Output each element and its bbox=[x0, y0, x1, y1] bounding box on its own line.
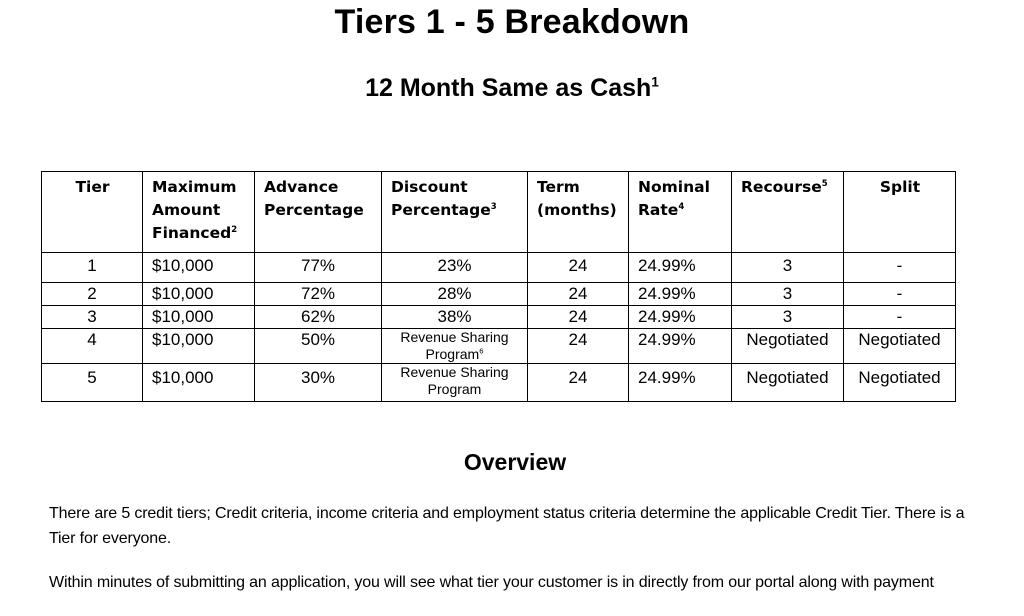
subtitle-footnote: 1 bbox=[651, 74, 659, 90]
cell-rate: 24.99% bbox=[629, 306, 732, 329]
cell-split: Negotiated bbox=[844, 329, 956, 364]
cell-amount: $10,000 bbox=[143, 364, 255, 402]
cell-tier: 5 bbox=[42, 364, 143, 402]
cell-recourse: Negotiated bbox=[732, 329, 844, 364]
tiers-table bbox=[41, 171, 956, 402]
cell-term: 24 bbox=[528, 253, 629, 283]
cell-discount: Revenue Sharing Program bbox=[382, 364, 528, 402]
page-subtitle bbox=[0, 72, 1024, 104]
table-row bbox=[42, 329, 956, 364]
cell-amount: $10,000 bbox=[143, 329, 255, 364]
cell-advance: 30% bbox=[255, 364, 382, 402]
cell-advance: 62% bbox=[255, 306, 382, 329]
cell-split: - bbox=[844, 283, 956, 306]
table-row bbox=[42, 364, 956, 402]
cell-rate: 24.99% bbox=[629, 364, 732, 402]
table-row bbox=[42, 283, 956, 306]
table-header-row bbox=[42, 172, 956, 253]
table-row bbox=[42, 306, 956, 329]
cell-tier: 2 bbox=[42, 283, 143, 306]
cell-term: 24 bbox=[528, 283, 629, 306]
cell-recourse: 3 bbox=[732, 283, 844, 306]
header-recourse-footnote: 5 bbox=[821, 178, 828, 189]
header-max-amount-footnote: 2 bbox=[231, 224, 238, 235]
cell-advance: 77% bbox=[255, 253, 382, 283]
cell-split: - bbox=[844, 253, 956, 283]
overview-heading: Overview bbox=[463, 449, 567, 475]
header-discount-footnote: 3 bbox=[490, 201, 497, 212]
header-discount: Discount Percentage$^3$ bbox=[382, 172, 528, 253]
overview-paragraph-2: Within minutes of submitting an application, you will see what tier your customer is in directly from our portal along with payment bbox=[49, 574, 934, 591]
cell-rate: 24.99% bbox=[629, 283, 732, 306]
header-nominal-footnote: 4 bbox=[678, 201, 685, 212]
table-row bbox=[42, 253, 956, 283]
overview-paragraph-1: There are 5 credit tiers; Credit criteria, income criteria and employment status criteria determine the applicable Credit Tier. There is a Tier for everyone. bbox=[49, 505, 965, 547]
cell-advance: 50% bbox=[255, 329, 382, 364]
cell-recourse: Negotiated bbox=[732, 364, 844, 402]
header-advance: Advance Percentage bbox=[255, 172, 382, 253]
cell-amount: $10,000 bbox=[143, 283, 255, 306]
cell-recourse: 3 bbox=[732, 306, 844, 329]
cell-advance: 72% bbox=[255, 283, 382, 306]
cell-rate: 24.99% bbox=[629, 329, 732, 364]
cell-split: - bbox=[844, 306, 956, 329]
header-tier: Tier bbox=[42, 172, 143, 253]
header-term: Term (months) bbox=[528, 172, 629, 253]
cell-term: 24 bbox=[528, 364, 629, 402]
cell-recourse: 3 bbox=[732, 253, 844, 283]
cell-tier: 1 bbox=[42, 253, 143, 283]
cell-discount: 28% bbox=[382, 283, 528, 306]
header-split: Split bbox=[844, 172, 956, 253]
page-title: Tiers 1 - 5 Breakdown bbox=[334, 3, 690, 41]
cell-split: Negotiated bbox=[844, 364, 956, 402]
cell-tier: 4 bbox=[42, 329, 143, 364]
cell-discount: 23% bbox=[382, 253, 528, 283]
cell-discount: Revenue Sharing Program$^6$ bbox=[382, 329, 528, 364]
cell-rate: 24.99% bbox=[629, 253, 732, 283]
cell-discount: 38% bbox=[382, 306, 528, 329]
cell-discount-footnote: 6 bbox=[479, 346, 484, 356]
subtitle-text: 12 Month Same as Cash bbox=[365, 74, 652, 102]
header-recourse: Recourse$^5$ bbox=[732, 172, 844, 253]
cell-term: 24 bbox=[528, 306, 629, 329]
cell-term: 24 bbox=[528, 329, 629, 364]
cell-amount: $10,000 bbox=[143, 306, 255, 329]
header-max-amount: Maximum Amount Financed$^2$ bbox=[143, 172, 255, 253]
cell-tier: 3 bbox=[42, 306, 143, 329]
header-nominal-rate: Nominal Rate$^4$ bbox=[629, 172, 732, 253]
cell-amount: $10,000 bbox=[143, 253, 255, 283]
